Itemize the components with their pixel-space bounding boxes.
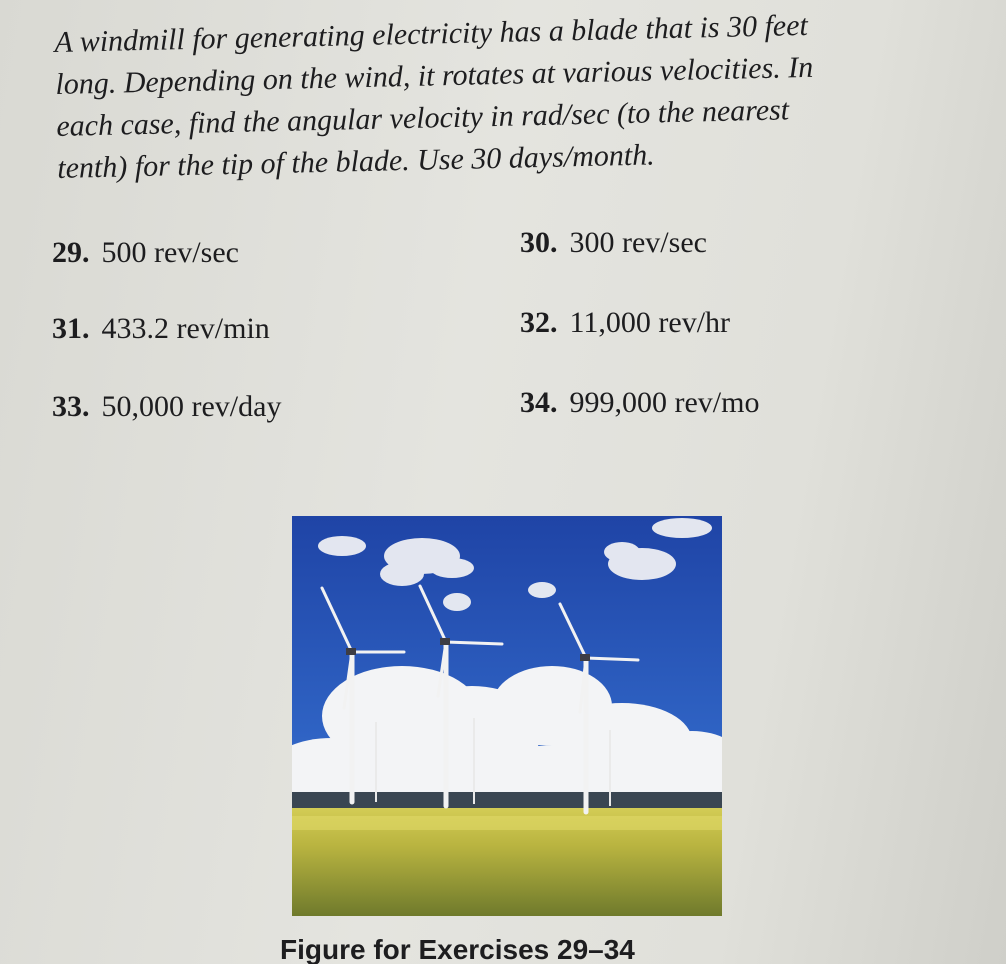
exercise-value: 999,000 rev/mo — [569, 386, 760, 419]
exercise-number: 29. — [52, 236, 90, 269]
exercise-31 — [52, 312, 270, 346]
windmill-photo — [292, 516, 722, 916]
exercise-value: 11,000 rev/hr — [569, 306, 731, 339]
exercise-value: 433.2 rev/min — [101, 312, 270, 345]
figure-caption: Figure for Exercises 29–34 — [280, 934, 635, 964]
problem-statement — [54, 2, 958, 190]
problem-line-2: long. Depending on the wind, it rotates at various velocities. In — [55, 50, 814, 101]
exercise-number: 33. — [52, 390, 90, 423]
problem-line-3: each case, find the angular velocity in rad/sec (to the nearest — [55, 93, 790, 143]
exercise-number: 34. — [520, 386, 558, 419]
tree-line — [292, 792, 722, 810]
exercise-value: 500 rev/sec — [101, 236, 239, 269]
exercise-value: 50,000 rev/day — [101, 390, 282, 423]
exercise-34 — [520, 386, 759, 420]
exercise-value: 300 rev/sec — [569, 226, 707, 259]
wind-turbine-image — [292, 516, 722, 916]
field-highlights — [292, 816, 722, 830]
exercise-number: 30. — [520, 226, 558, 259]
exercise-30 — [520, 226, 707, 260]
exercise-33 — [52, 390, 281, 424]
exercise-32 — [520, 306, 730, 340]
exercise-29 — [52, 236, 239, 270]
problem-line-4: tenth) for the tip of the blade. Use 30 days/month. — [56, 138, 655, 185]
exercise-number: 32. — [520, 306, 558, 339]
exercise-number: 31. — [52, 312, 90, 345]
problem-line-1: A windmill for generating electricity has a blade that is 30 feet — [54, 8, 809, 59]
